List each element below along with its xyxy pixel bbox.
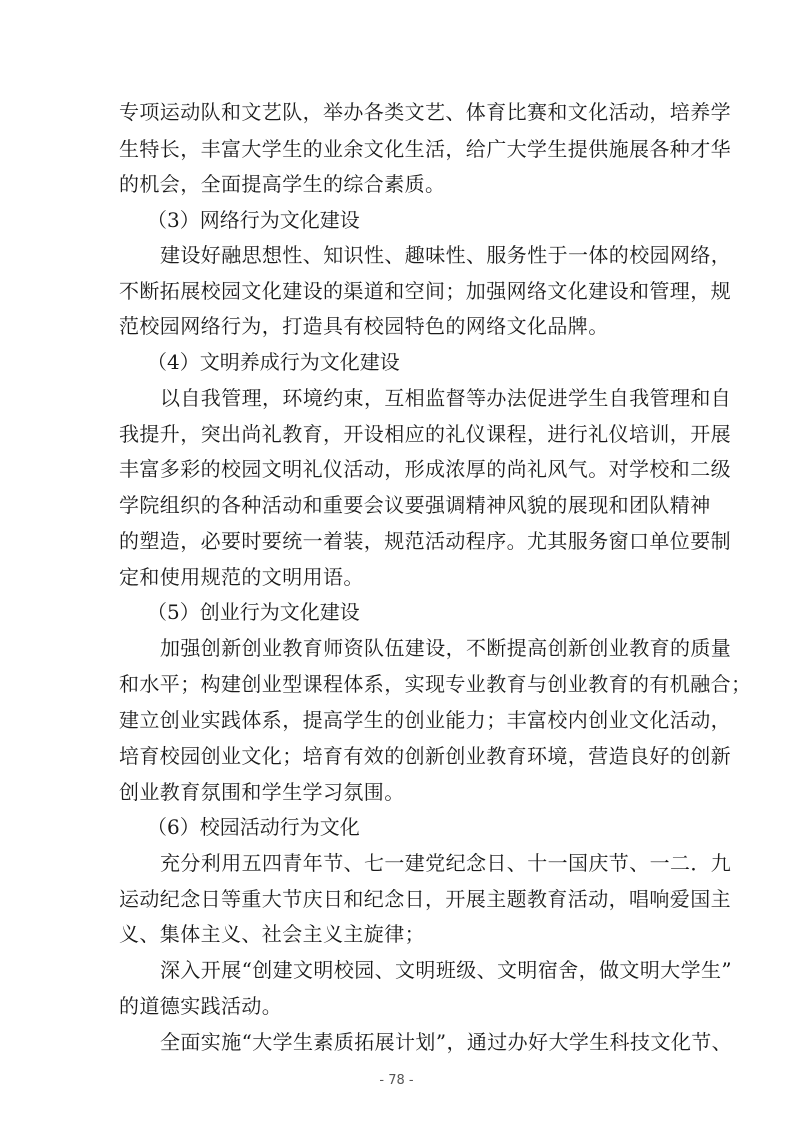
- text-line: 以自我管理，环境约束，互相监督等办法促进学生自我管理和自: [160, 386, 732, 410]
- text-line: 和水平；构建创业型课程体系，实现专业教育与创业教育的有机融合；: [119, 672, 752, 696]
- text-line: 建设好融思想性、知识性、趣味性、服务性于一体的校园网络，: [160, 243, 732, 267]
- text-line: 加强创新创业教育师资队伍建设，不断提高创新创业教育的质量: [160, 636, 732, 660]
- text-line: 运动纪念日等重大节庆日和纪念日，开展主题教育活动，唱响爱国主: [119, 887, 731, 911]
- page-number: - 78 -: [379, 1073, 414, 1088]
- section-heading-3: （3）网络行为文化建设: [147, 208, 360, 232]
- text-line: 的塑造，必要时要统一着装，规范活动程序。尤其服务窗口单位要制: [119, 529, 731, 553]
- text-line: 不断拓展校园文化建设的渠道和空间；加强网络文化建设和管理，规: [119, 279, 731, 303]
- section-heading-5: （5）创业行为文化建设: [147, 600, 360, 624]
- text-line: 生特长，丰富大学生的业余文化生活，给广大学生提供施展各种才华: [119, 137, 731, 161]
- text-line: 义、集体主义、社会主义主旋律；: [119, 922, 425, 946]
- text-line: 的道德实践活动。: [119, 994, 283, 1018]
- text-line: 专项运动队和文艺队，举办各类文艺、体育比赛和文化活动，培养学: [119, 100, 731, 124]
- text-line: 学院组织的各种活动和重要会议要强调精神风貌的展现和团队精神: [119, 493, 711, 517]
- text-line: 全面实施“大学生素质拓展计划”，通过办好大学生科技文化节、: [160, 1030, 733, 1054]
- text-line: 的机会，全面提高学生的综合素质。: [119, 172, 446, 196]
- text-line: 深入开展“创建文明校园、文明班级、文明宿舍，做文明大学生”: [160, 958, 733, 982]
- text-line: 范校园网络行为，打造具有校园特色的网络文化品牌。: [119, 314, 609, 338]
- text-line: 我提升，突出尚礼教育，开设相应的礼仪课程，进行礼仪培训，开展: [119, 422, 731, 446]
- section-heading-4: （4）文明养成行为文化建设: [147, 350, 400, 374]
- section-heading-6: （6）校园活动行为文化: [147, 815, 360, 839]
- text-line: 建立创业实践体系，提高学生的创业能力；丰富校内创业文化活动，: [119, 708, 731, 732]
- text-line: 丰富多彩的校园文明礼仪活动，形成浓厚的尚礼风气。对学校和二级: [119, 457, 731, 481]
- text-line: 培育校园创业文化；培育有效的创新创业教育环境，营造良好的创新: [119, 744, 731, 768]
- text-line: 创业教育氛围和学生学习氛围。: [119, 780, 405, 804]
- text-line: 充分利用五四青年节、七一建党纪念日、十一国庆节、一二．九: [160, 851, 732, 875]
- text-line: 定和使用规范的文明用语。: [119, 565, 364, 589]
